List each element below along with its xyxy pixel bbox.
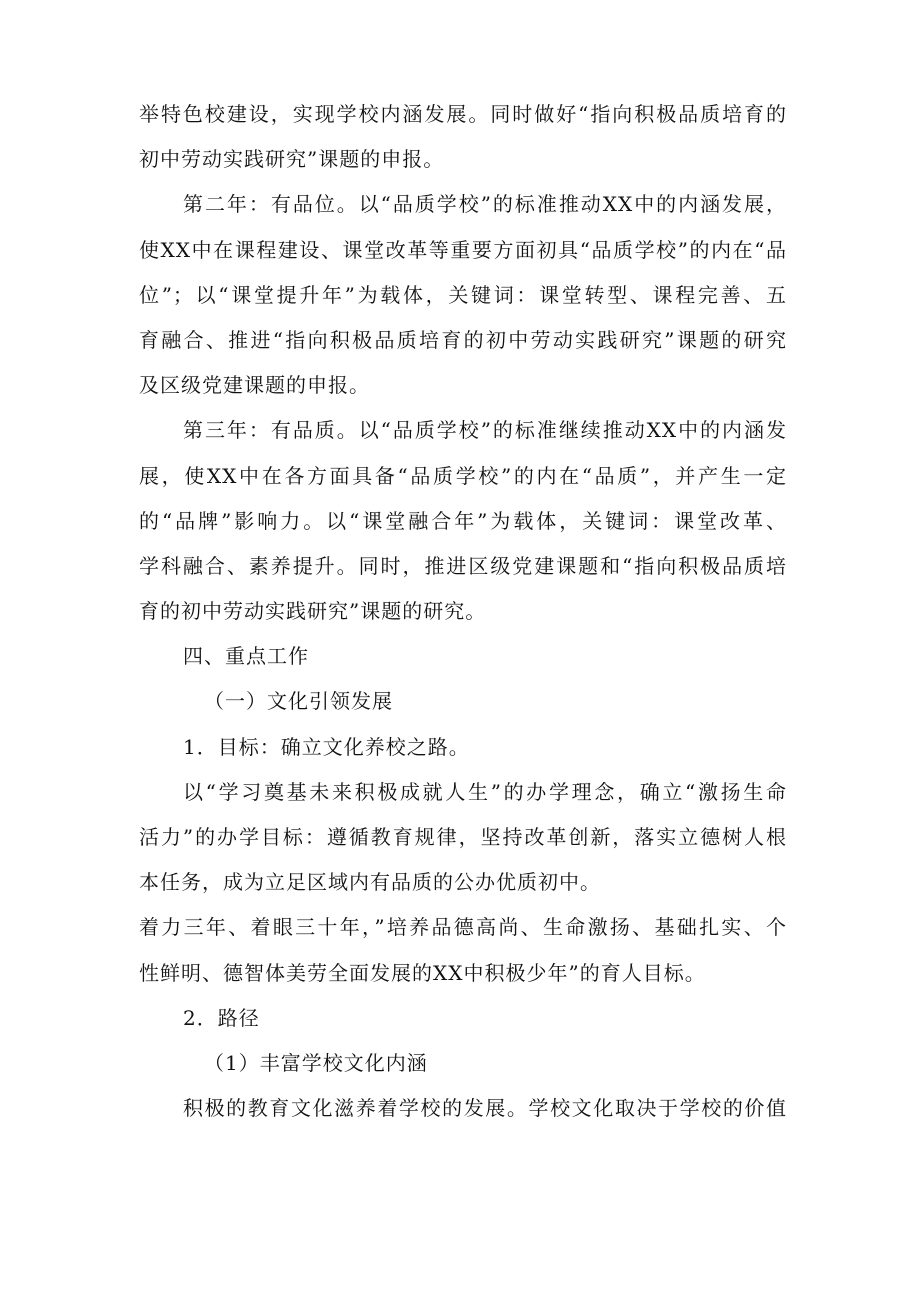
paragraph-line: 学科融合、素养提升。同时，推进区级党建课题和“指向积极品质培 bbox=[139, 553, 787, 578]
section-heading: 四、重点工作 bbox=[183, 644, 309, 669]
paragraph-line: 展，使XX中在各方面具备“品质学校”的内在“品质”，并产生一定 bbox=[139, 463, 787, 488]
paragraph-line: 初中劳动实践研究”课题的申报。 bbox=[139, 147, 445, 172]
numbered-heading: 1．目标：确立文化养校之路。 bbox=[183, 734, 470, 759]
paragraph-line: 本任务，成为立足区域内有品质的公办优质初中。 bbox=[139, 870, 601, 895]
paragraph-line: 育融合、推进“指向积极品质培育的初中劳动实践研究”课题的研究 bbox=[139, 327, 787, 352]
paragraph-line: 性鲜明、德智体美劳全面发展的XX中积极少年”的育人目标。 bbox=[139, 960, 706, 985]
subsection-heading: （一）文化引领发展 bbox=[204, 689, 393, 714]
paragraph-line: 第三年：有品质。以“品质学校”的标准继续推动XX中的内涵发 bbox=[183, 418, 787, 443]
paragraph-line: 以“学习奠基未来积极成就人生”的办学理念，确立“激扬生命 bbox=[183, 779, 787, 804]
paragraph-line: 活力”的办学目标：遵循教育规律，坚持改革创新，落实立德树人根 bbox=[139, 825, 787, 849]
paragraph-line: 育的初中劳动实践研究”课题的研究。 bbox=[139, 599, 487, 624]
paragraph-line: 第二年：有品位。以“品质学校”的标准推动XX中的内涵发展， bbox=[183, 192, 787, 217]
paragraph-line: 使XX中在课程建设、课堂改革等重要方面初具“品质学校”的内在“品 bbox=[139, 237, 787, 262]
paragraph-line: 着力三年、着眼三十年，”培养品德高尚、生命激扬、基础扎实、个 bbox=[139, 915, 787, 940]
paragraph-line: 的“品牌”影响力。以“课堂融合年”为载体，关键词：课堂改革、 bbox=[139, 508, 787, 533]
subsection-heading: （1）丰富学校文化内涵 bbox=[204, 1050, 428, 1075]
paragraph-line: 积极的教育文化滋养着学校的发展。学校文化取决于学校的价值 bbox=[183, 1096, 787, 1121]
paragraph-line: 举特色校建设，实现学校内涵发展。同时做好“指向积极品质培育的 bbox=[139, 102, 787, 126]
document-page bbox=[139, 92, 787, 1131]
numbered-heading: 2．路径 bbox=[183, 1005, 260, 1030]
paragraph-line: 及区级党建课题的申报。 bbox=[139, 373, 370, 398]
paragraph-line: 位”；以“课堂提升年”为载体，关键词：课堂转型、课程完善、五 bbox=[139, 282, 787, 307]
